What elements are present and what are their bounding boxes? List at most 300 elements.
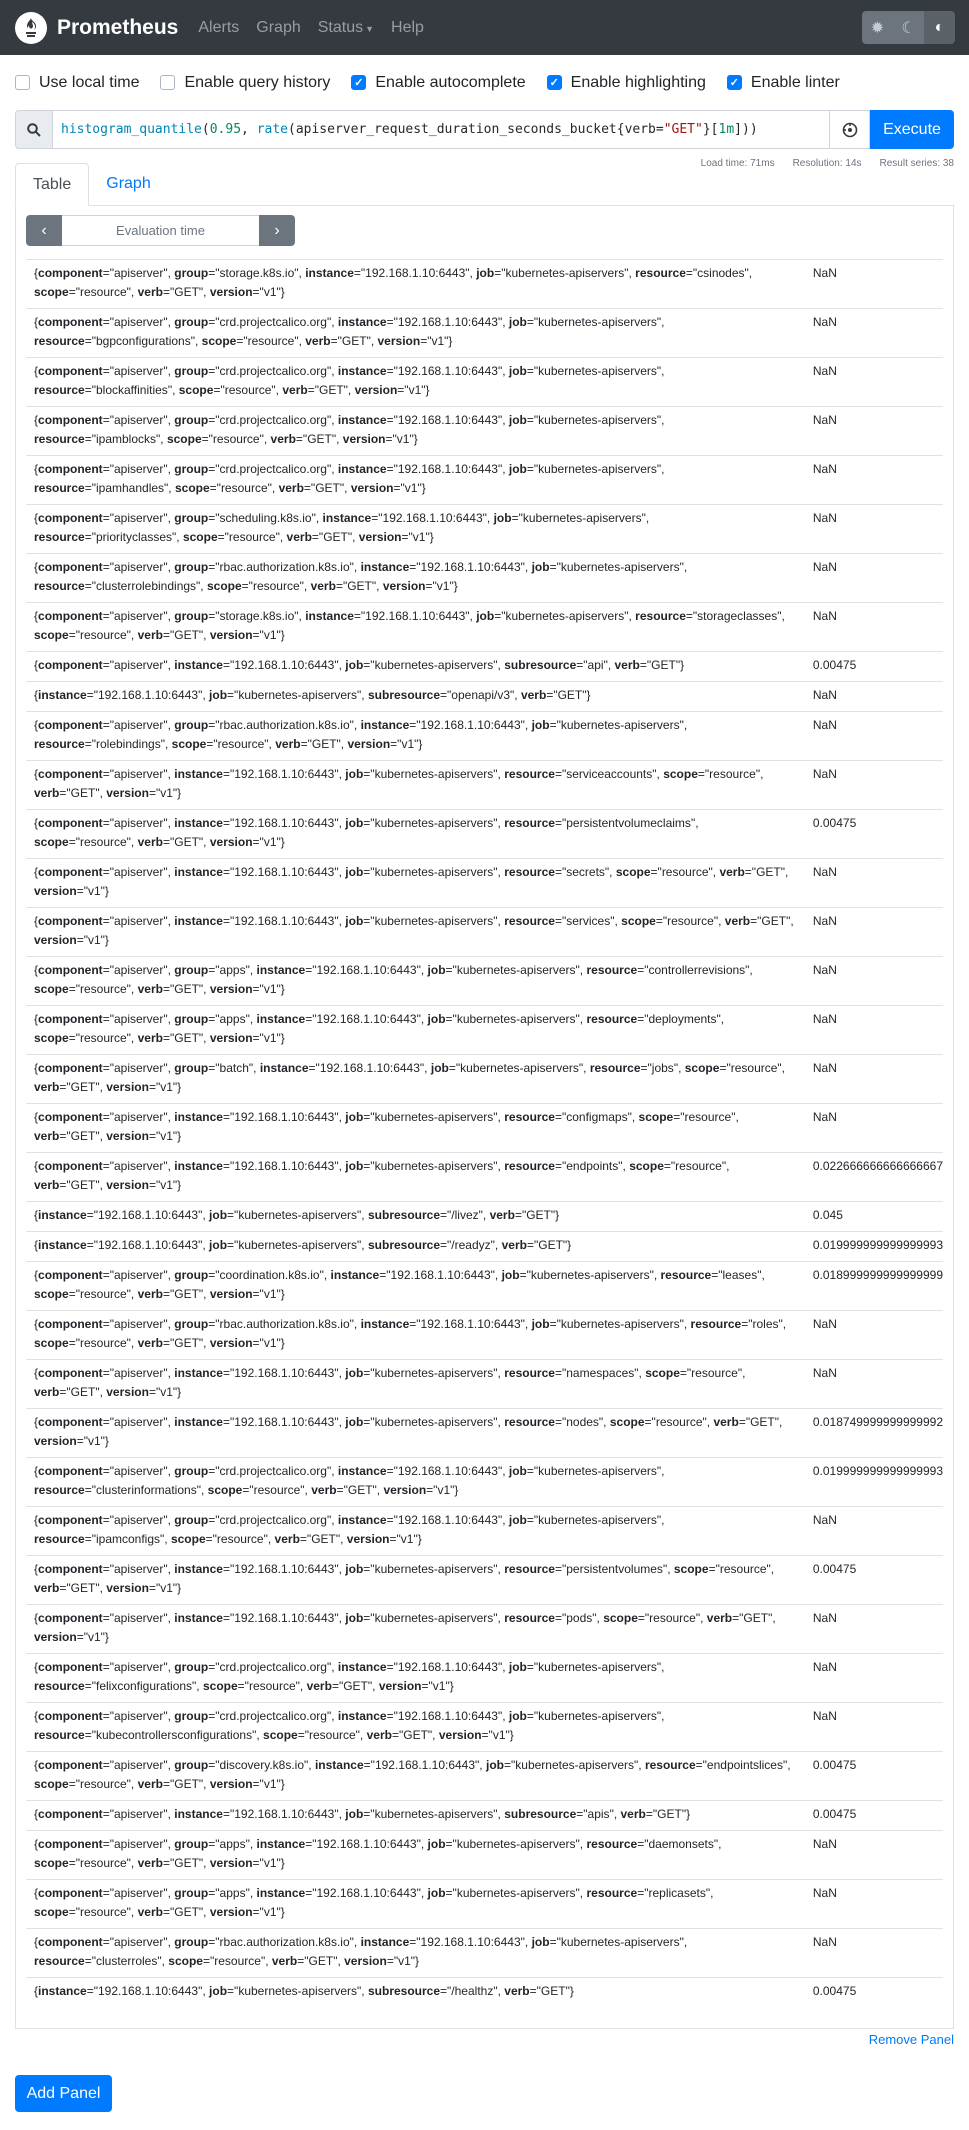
label-value: crd.projectcalico.org [219,364,327,378]
label-name: instance [256,1886,306,1900]
label-name: instance [38,1984,87,1998]
label-value: apiserver [113,1012,164,1026]
query-input[interactable] [53,110,830,149]
series-labels: {component="apiserver", group="rbac.authorization.k8s.io", instance="192.168.1.10:6443", job="kubernetes-apiservers", resource="clusterrolebindings", scope="resource", verb="GET", version="v1"} [26,554,809,603]
label-value: resource [79,1031,127,1045]
label-name: resource [586,1886,638,1900]
label-name: scope [34,982,69,996]
series-labels: {component="apiserver", instance="192.168.1.10:6443", job="kubernetes-apiservers", resource="serviceaccounts", scope="resource", verb="GET", version="v1"} [26,761,809,810]
label-value: clusterroles [95,1954,158,1968]
label-name: version [342,432,386,446]
series-value: NaN [809,1831,943,1880]
label-value: kubernetes-apiservers [374,1159,494,1173]
series-labels: {instance="192.168.1.10:6443", job="kubernetes-apiservers", subresource="/readyz", verb="GET"} [26,1232,809,1262]
browser-theme-icon[interactable]: ◐ [924,11,955,44]
label-name: scope [645,1366,680,1380]
label-value: kubernetes-apiservers [374,1415,494,1429]
label-value: GET [70,1080,96,1094]
label-name: instance [174,816,223,830]
label-value: apiserver [113,1159,164,1173]
series-value: NaN [809,603,943,652]
table-row [26,1104,943,1153]
label-name: job [508,364,527,378]
label-name: instance [259,1061,309,1075]
label-name: group [174,364,209,378]
label-value: namespaces [566,1366,635,1380]
label-name: instance [256,963,306,977]
label-value: coordination.k8s.io [219,1268,320,1282]
label-name: resource [504,767,555,781]
label-value: v1 [263,982,277,996]
table-row [26,810,943,859]
label-value: bgpconfigurations [95,334,191,348]
option-highlighting[interactable] [547,74,706,92]
label-name: job [508,1660,527,1674]
label-name: version [346,1532,390,1546]
label-value: GET [761,914,787,928]
label-name: scope [34,1336,69,1350]
label-name: resource [34,737,85,751]
option-linter[interactable] [727,74,840,92]
label-name: resource [34,1679,85,1693]
label-name: component [38,1366,103,1380]
label-value: resource [217,737,265,751]
label-value: resource [308,1728,356,1742]
label-value: apiserver [113,609,164,623]
series-labels: {component="apiserver", group="coordination.k8s.io", instance="192.168.1.10:6443", job="kubernetes-apiservers", resource="leases", scope="resource", verb="GET", version="v1"} [26,1262,809,1311]
label-name: version [209,835,253,849]
label-name: version [209,1031,253,1045]
label-name: group [174,1709,209,1723]
label-name: instance [256,1837,306,1851]
label-name: verb [620,1807,646,1821]
label-value: GET [174,285,199,299]
label-name: job [531,1317,550,1331]
light-theme-icon[interactable]: ✹ [862,11,893,44]
label-value: v1 [263,1856,277,1870]
label-name: verb [137,628,163,642]
label-value: kubernetes-apiservers [522,511,642,525]
label-value: 192.168.1.10:6443 [382,511,483,525]
label-name: scope [638,1110,674,1124]
label-name: version [354,383,398,397]
series-labels: {component="apiserver", group="apps", instance="192.168.1.10:6443", job="kubernetes-apiservers", resource="deployments", scope="resource", verb="GET", version="v1"} [26,1006,809,1055]
label-value: apiserver [113,718,164,732]
series-labels: {component="apiserver", instance="192.168.1.10:6443", job="kubernetes-apiservers", resource="configmaps", scope="resource", verb="GET", version="v1"} [26,1104,809,1153]
label-name: instance [174,767,223,781]
label-name: job [209,1238,228,1252]
series-value: NaN [809,407,943,456]
label-name: resource [34,530,85,544]
label-value: v1 [396,432,410,446]
label-value: apiserver [113,963,164,977]
label-value: jobs [651,1061,674,1075]
label-name: group [174,963,209,977]
series-value: NaN [809,1880,943,1929]
label-name: subresource [367,1984,441,1998]
label-value: apiserver [113,767,164,781]
label-value: 192.168.1.10:6443 [397,462,498,476]
label-name: version [106,1129,149,1143]
label-name: resource [635,266,686,280]
label-name: scope [263,1728,298,1742]
label-value: v1 [412,530,426,544]
execute-button[interactable]: Execute [870,110,954,149]
nav-help[interactable]: Help [391,18,424,36]
label-name: component [38,1660,103,1674]
label-name: version [209,628,253,642]
label-name: verb [489,1208,515,1222]
theme-toggle-group [862,11,955,44]
label-name: group [174,1464,209,1478]
option-autocomplete[interactable] [351,74,525,92]
label-value: blockaffinities [95,383,168,397]
label-value: kubernetes-apiservers [560,718,680,732]
series-value: 0.019999999999999993 [809,1232,943,1262]
series-labels: {component="apiserver", instance="192.168.1.10:6443", job="kubernetes-apiservers", resource="persistentvolumes", scope="resource", verb="GET", version="v1"} [26,1556,809,1605]
series-value: NaN [809,1104,943,1153]
label-name: version [209,285,253,299]
label-value: apiserver [113,315,164,329]
label-name: scope [178,383,214,397]
label-name: group [174,1012,209,1026]
label-name: verb [274,1532,300,1546]
label-name: resource [504,1159,555,1173]
label-name: version [34,884,77,898]
label-value: apiserver [113,914,164,928]
label-name: job [209,1208,228,1222]
label-value: storage.k8s.io [219,266,295,280]
label-value: resource [79,1905,127,1919]
label-value: resource [79,1856,127,1870]
nav-status[interactable] [318,19,374,37]
label-name: component [38,1317,103,1331]
label-value: 192.168.1.10:6443 [316,1837,417,1851]
label-value: 192.168.1.10:6443 [234,914,335,928]
label-name: version [209,1856,253,1870]
series-labels: {instance="192.168.1.10:6443", job="kubernetes-apiservers", subresource="/healthz", verb="GET"} [26,1978,809,2008]
label-value: apiserver [113,1366,164,1380]
prometheus-logo-icon[interactable] [15,12,47,44]
label-value: GET [311,737,337,751]
label-name: version [382,579,426,593]
tab-table[interactable]: Table [15,163,89,206]
table-row [26,358,943,407]
query-options [0,55,969,110]
label-name: resource [34,1954,85,1968]
label-name: component [38,1709,103,1723]
series-labels: {component="apiserver", group="discovery.k8s.io", instance="192.168.1.10:6443", job="kubernetes-apiservers", resource="endpointslices", scope="resource", verb="GET", version="v1"} [26,1752,809,1801]
label-name: scope [34,1287,69,1301]
label-name: instance [314,1758,364,1772]
table-row [26,1153,943,1202]
series-value: 0.00475 [809,1752,943,1801]
chevron-right-icon[interactable]: › [259,215,295,246]
checkbox[interactable]: ✓ [727,75,742,90]
checkbox[interactable]: ✓ [351,75,366,90]
label-value: apiserver [113,1110,164,1124]
label-name: instance [337,413,387,427]
label-name: subresource [367,1238,441,1252]
label-value: 192.168.1.10:6443 [234,767,335,781]
remove-panel-link[interactable]: Remove Panel [868,2032,954,2047]
series-labels: {component="apiserver", instance="192.168.1.10:6443", job="kubernetes-apiservers", resource="namespaces", scope="resource", verb="GET", version="v1"} [26,1360,809,1409]
label-value: 192.168.1.10:6443 [397,1709,498,1723]
label-value: 192.168.1.10:6443 [420,560,521,574]
table-row [26,1831,943,1880]
label-name: scope [168,1954,203,1968]
series-labels: {component="apiserver", instance="192.168.1.10:6443", job="kubernetes-apiservers", subresource="apis", verb="GET"} [26,1801,809,1831]
label-name: resource [504,865,555,879]
option-query-history[interactable] [160,74,330,92]
label-value: kubernetes-apiservers [460,1061,579,1075]
label-name: job [531,718,550,732]
label-name: instance [337,1513,387,1527]
label-value: GET [323,530,348,544]
evaluation-time-input[interactable]: Evaluation time [62,215,259,246]
label-value: kubernetes-apiservers [538,1709,657,1723]
label-value: GET [743,1611,769,1625]
label-value: /healthz [451,1984,494,1998]
table-row [26,554,943,603]
label-name: subresource [504,658,577,672]
label-value: GET [311,1532,336,1546]
label-name: version [347,737,391,751]
label-name: version [106,1385,149,1399]
table-row [26,260,943,309]
label-value: clusterinformations [95,1483,197,1497]
label-name: instance [174,1562,223,1576]
label-value: kubernetes-apiservers [374,1807,494,1821]
label-name: verb [137,1287,163,1301]
label-value: resource [79,835,127,849]
table-row [26,1929,943,1978]
series-value: NaN [809,712,943,761]
label-value: GET [540,1984,566,1998]
label-value: v1 [401,737,415,751]
label-value: resource [691,1366,738,1380]
result-series: Result series: 38 [879,158,954,169]
label-name: job [508,1464,527,1478]
label-name: component [38,1012,103,1026]
label-value: v1 [160,786,173,800]
label-value: crd.projectcalico.org [219,413,327,427]
label-name: component [38,914,103,928]
series-value: NaN [809,957,943,1006]
series-value: 0.00475 [809,1801,943,1831]
chevron-left-icon[interactable]: ‹ [26,215,62,246]
label-value: ipamhandles [95,481,165,495]
label-value: v1 [263,628,277,642]
label-name: scope [174,481,210,495]
label-value: 192.168.1.10:6443 [365,609,466,623]
label-name: verb [137,1777,163,1791]
label-name: job [345,658,364,672]
label-value: nodes [566,1415,599,1429]
label-name: resource [660,1268,712,1282]
label-value: kubernetes-apiservers [530,1268,650,1282]
label-value: kubernetes-apiservers [456,1012,576,1026]
label-value: resource [79,628,127,642]
label-value: 192.168.1.10:6443 [234,1611,335,1625]
label-name: group [174,609,209,623]
label-value: v1 [436,579,450,593]
label-name: scope [34,1905,69,1919]
label-value: 192.168.1.10:6443 [365,266,466,280]
label-name: component [38,1935,103,1949]
label-name: group [174,1758,209,1772]
metrics-explorer-icon[interactable] [830,110,870,149]
label-value: GET [174,1905,199,1919]
label-value: 192.168.1.10:6443 [319,1061,420,1075]
label-name: version [209,982,253,996]
label-name: instance [174,1807,223,1821]
nav-graph[interactable]: Graph [256,18,301,36]
label-value: replicasets [648,1886,706,1900]
label-value: GET [651,658,676,672]
label-name: job [427,1012,446,1026]
series-value: NaN [809,1654,943,1703]
label-value: apps [219,1837,246,1851]
label-value: batch [219,1061,249,1075]
nav-alerts[interactable]: Alerts [198,18,240,36]
tab-graph[interactable]: Graph [106,175,151,192]
table-row [26,1801,943,1831]
label-name: version [209,1777,253,1791]
label-name: instance [256,1012,306,1026]
table-row [26,712,943,761]
label-name: instance [360,718,410,732]
label-value: GET [70,786,96,800]
series-value: NaN [809,309,943,358]
label-name: resource [34,432,85,446]
label-value: kubernetes-apiservers [505,266,625,280]
label-name: scope [182,530,218,544]
label-name: instance [174,914,223,928]
label-value: v1 [263,1777,277,1791]
series-labels: {component="apiserver", group="crd.projectcalico.org", instance="192.168.1.10:6443", job="kubernetes-apiservers", resource="felixconfigurations", scope="resource", verb="GET", version="v1"} [26,1654,809,1703]
table-row [26,1262,943,1311]
label-name: group [174,1660,209,1674]
label-value: GET [526,1208,551,1222]
label-name: job [427,1886,446,1900]
label-value: apiserver [113,865,164,879]
label-value: rbac.authorization.k8s.io [219,560,350,574]
label-name: group [174,266,209,280]
label-name: component [38,511,103,525]
label-value: v1 [263,285,277,299]
label-value: resource [79,982,127,996]
series-labels: {component="apiserver", group="apps", instance="192.168.1.10:6443", job="kubernetes-apiservers", resource="controllerrevisions", scope="resource", verb="GET", version="v1"} [26,957,809,1006]
label-name: instance [337,462,387,476]
label-name: component [38,266,103,280]
table-row [26,309,943,358]
label-value: v1 [404,481,418,495]
label-value: resource [214,1954,261,1968]
label-name: version [378,1679,422,1693]
label-name: resource [504,1415,555,1429]
label-value: kubernetes-apiservers [538,413,657,427]
label-name: scope [609,1415,645,1429]
table-row [26,407,943,456]
label-name: version [350,481,394,495]
label-value: v1 [87,1630,101,1644]
label-value: resource [684,1110,732,1124]
label-name: version [358,530,402,544]
label-value: scheduling.k8s.io [219,511,312,525]
label-name: job [508,413,527,427]
label-name: instance [174,1159,223,1173]
checkbox[interactable] [160,75,175,90]
label-value: resource [79,1287,127,1301]
table-row [26,1006,943,1055]
series-value: NaN [809,682,943,712]
label-value: 192.168.1.10:6443 [316,963,417,977]
series-value: NaN [809,908,943,957]
label-name: resource [586,963,638,977]
series-value: NaN [809,1703,943,1752]
label-name: group [174,413,209,427]
option-use-local-time[interactable] [15,74,139,92]
dark-theme-icon[interactable]: ☾ [893,11,924,44]
label-value: kubernetes-apiservers [538,1464,657,1478]
series-labels: {component="apiserver", instance="192.168.1.10:6443", job="kubernetes-apiservers", resource="persistentvolumeclaims", scope="resource", verb="GET", version="v1"} [26,810,809,859]
label-name: component [38,865,103,879]
label-value: kubernetes-apiservers [238,688,358,702]
resolution: Resolution: 14s [792,158,862,169]
label-name: component [38,816,103,830]
query-bar [15,110,954,149]
option-label: Enable query history [184,73,331,91]
checkbox[interactable]: ✓ [547,75,562,90]
label-name: resource [586,1012,638,1026]
label-value: crd.projectcalico.org [219,1709,327,1723]
checkbox[interactable] [15,75,30,90]
label-value: 192.168.1.10:6443 [234,1415,335,1429]
label-name: scope [34,1856,69,1870]
label-name: verb [34,786,60,800]
label-name: verb [719,865,745,879]
label-value: secrets [566,865,605,879]
table-row [26,957,943,1006]
label-value: leases [722,1268,758,1282]
series-value: NaN [809,1311,943,1360]
label-name: verb [137,1336,163,1350]
series-value: NaN [809,1006,943,1055]
label-value: v1 [400,1532,414,1546]
label-value: GET [174,1777,199,1791]
label-name: scope [166,432,202,446]
label-name: resource [34,1483,85,1497]
label-value: GET [174,1031,199,1045]
label-name: resource [34,1728,85,1742]
label-name: job [345,1366,364,1380]
label-name: verb [305,334,331,348]
label-value: apps [219,963,246,977]
label-name: group [174,1935,209,1949]
label-name: instance [330,1268,380,1282]
add-panel-button[interactable]: Add Panel [15,2075,112,2112]
label-name: verb [271,1954,298,1968]
label-value: 192.168.1.10:6443 [420,1935,521,1949]
brand-title[interactable]: Prometheus [57,15,179,39]
label-name: scope [34,835,69,849]
label-value: felixconfigurations [95,1679,193,1693]
label-name: resource [589,1061,641,1075]
label-name: resource [34,1532,85,1546]
label-value: resource [79,1777,127,1791]
label-value: resource [212,432,260,446]
